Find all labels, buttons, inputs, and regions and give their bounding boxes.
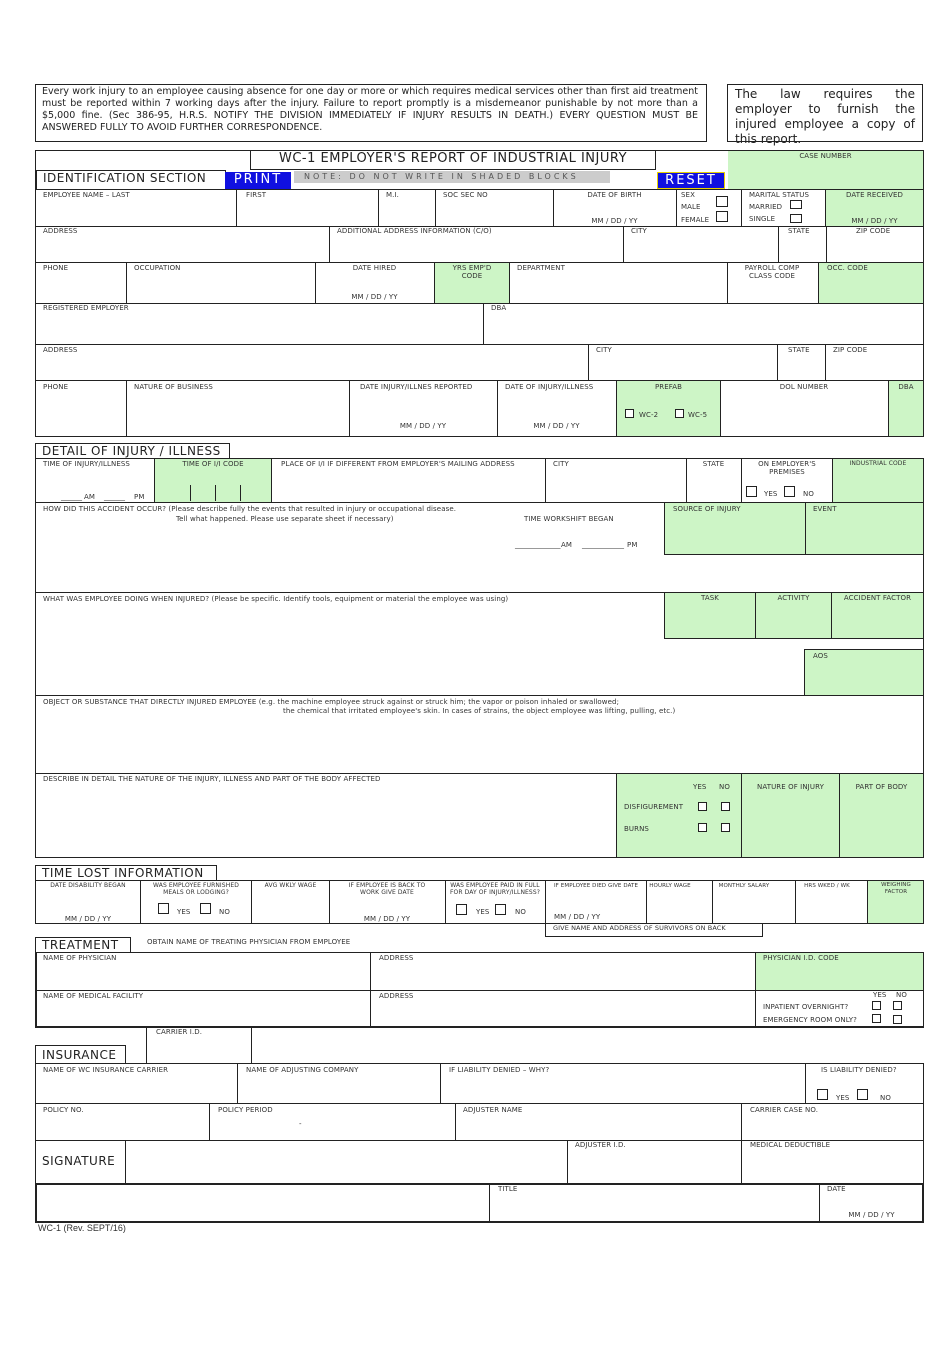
title-label: TITLE <box>498 1185 518 1193</box>
signature-date-format: MM / DD / YY <box>848 1211 895 1219</box>
employee-address-label: ADDRESS <box>43 227 78 235</box>
part-of-body-label: PART OF BODY <box>855 783 908 791</box>
liability-denied-label: IS LIABILITY DENIED? <box>821 1066 897 1074</box>
task-label: TASK <box>701 594 719 602</box>
how-occur-label: HOW DID THIS ACCIDENT OCCUR? (Please describe fully the events that resulted in injury or occupational disease. <box>43 505 457 513</box>
workshift-am-label: AM <box>561 541 573 549</box>
premises-yes-checkbox[interactable] <box>746 486 757 497</box>
injury-am-label: AM <box>84 493 96 501</box>
hourly-wage-label: HOURLY WAGE <box>649 883 691 889</box>
emergency-no-checkbox[interactable] <box>893 1015 902 1024</box>
detail-section-title: DETAIL OF INJURY / ILLNESS <box>35 443 230 459</box>
time-lost-section-title: TIME LOST INFORMATION <box>35 865 217 881</box>
insurance-grid <box>35 1063 924 1141</box>
nature-of-business-label: NATURE OF BUSINESS <box>134 383 213 391</box>
policy-no-label: POLICY NO. <box>43 1106 84 1114</box>
male-checkbox[interactable] <box>716 196 728 207</box>
occ-code-label: OCC. CODE <box>827 264 868 272</box>
aos-label: AOS <box>813 652 828 660</box>
liability-no-checkbox[interactable] <box>857 1089 868 1100</box>
date-reported-label: DATE INJURY/ILLNES REPORTED <box>360 383 473 391</box>
activity-label: ACTIVITY <box>777 594 810 602</box>
adjuster-name-label: ADJUSTER NAME <box>463 1106 523 1114</box>
treatment-section-title: TREATMENT <box>35 937 131 953</box>
date-disability-label: DATE DISABILITY BEGAN <box>50 882 126 889</box>
monthly-salary-label: MONTHLY SALARY <box>718 883 770 889</box>
policy-period-label: POLICY PERIOD <box>218 1106 273 1114</box>
first-name-label: FIRST <box>246 191 267 199</box>
dob-label: DATE OF BIRTH <box>587 191 642 199</box>
date-hired-format: MM / DD / YY <box>351 293 398 301</box>
liability-yes-checkbox[interactable] <box>817 1089 828 1100</box>
emergency-label: EMERGENCY ROOM ONLY? <box>763 1016 857 1024</box>
dba-label: DBA <box>491 304 507 312</box>
date-disability-format: MM / DD / YY <box>64 915 112 923</box>
meals-yes-checkbox[interactable] <box>158 903 169 914</box>
insurance-section-title: INSURANCE <box>35 1045 126 1064</box>
treatment-no-label: NO <box>896 991 907 999</box>
injury-city-label: CITY <box>553 460 569 468</box>
physician-id-label: PHYSICIAN I.D. CODE <box>763 954 839 962</box>
burns-yes-checkbox[interactable] <box>698 823 707 832</box>
wc-carrier-label: NAME OF WC INSURANCE CARRIER <box>43 1066 169 1074</box>
law-notice-text: The law requires the employer to furnish the injured employee a copy of this report. <box>735 87 915 146</box>
wc2-checkbox[interactable] <box>625 409 634 418</box>
physician-address-label: ADDRESS <box>379 954 414 962</box>
back-to-work-label: IF EMPLOYEE IS BACK TO WORK GIVE DATE <box>348 882 426 896</box>
premises-no-label: NO <box>803 490 814 498</box>
dol-number-label: DOL NUMBER <box>779 383 829 391</box>
object-label-2: the chemical that irritated employee's skin. In cases of strains, the object employee was lifting, pulling, etc.) <box>283 707 676 715</box>
notice-text: Every work injury to an employee causing absence for one day or more or which requires medical services other than first aid treatment must be reported within 7 working days after the injury. Failure to report promptly is a misdemeanor punishable by not more than a $5,000 fine. (Sec 386-95, H.R.S. NOTIFY THE DIVISION IMMEDIATELY IF INJURY RESULTS IN DEATH.) EVERY QUESTION MUST BE ANSWERED FULLY TO AVOID FURTHER CORRESPONDENCE. <box>42 86 698 133</box>
accident-factor-label: ACCIDENT FACTOR <box>843 594 912 602</box>
paid-in-full-label: WAS EMPLOYEE PAID IN FULL FOR DAY OF INJURY/ILLNESS? <box>449 882 541 896</box>
meals-no-checkbox[interactable] <box>200 903 211 914</box>
meals-no-label: NO <box>219 908 230 916</box>
time-code-label: TIME OF I/I CODE <box>182 460 244 468</box>
marital-status-label: MARITAL STATUS <box>749 191 810 199</box>
premises-yes-label: YES <box>764 490 778 498</box>
employer-phone-label: PHONE <box>43 383 69 391</box>
no-column-label: NO <box>719 783 730 791</box>
emergency-yes-checkbox[interactable] <box>872 1014 881 1023</box>
wc5-checkbox[interactable] <box>675 409 684 418</box>
single-label: SINGLE <box>749 215 776 223</box>
wc5-label: WC-5 <box>688 411 708 419</box>
employee-zip-label: ZIP CODE <box>856 227 891 235</box>
injury-state-label: STATE <box>702 460 725 468</box>
adjuster-id-label: ADJUSTER I.D. <box>575 1141 626 1149</box>
yes-column-label: YES <box>693 783 707 791</box>
paid-yes-label: YES <box>476 908 490 916</box>
male-label: MALE <box>681 203 701 211</box>
form-title: WC-1 EMPLOYER'S REPORT OF INDUSTRIAL INJURY <box>278 151 628 166</box>
shaded-note: NOTE: DO NOT WRITE IN SHADED BLOCKS <box>294 171 610 183</box>
date-received-label: DATE RECEIVED <box>846 191 903 199</box>
identification-section-title: IDENTIFICATION SECTION <box>36 170 226 190</box>
hours-worked-label: HRS WKED / WK <box>804 883 850 889</box>
inpatient-label: INPATIENT OVERNIGHT? <box>763 1003 849 1011</box>
date-of-injury-label: DATE OF INJURY/ILLNESS <box>505 383 594 391</box>
paid-no-checkbox[interactable] <box>495 904 506 915</box>
department-label: DEPARTMENT <box>517 264 565 272</box>
sex-label: SEX <box>681 191 695 199</box>
signature-section-title: SIGNATURE <box>35 1140 126 1184</box>
case-number-label: CASE NUMBER <box>799 152 852 160</box>
obtain-physician-label: OBTAIN NAME OF TREATING PHYSICIAN FROM EMPLOYEE <box>147 938 351 946</box>
industrial-code-label: INDUSTRIAL CODE <box>849 460 907 467</box>
source-of-injury-label: SOURCE OF INJURY <box>673 505 741 513</box>
workshift-label: TIME WORKSHIFT BEGAN <box>524 515 614 523</box>
employer-zip-label: ZIP CODE <box>833 346 868 354</box>
date-reported-format: MM / DD / YY <box>399 422 447 430</box>
carrier-id-label: CARRIER I.D. <box>156 1028 203 1036</box>
injury-pm-label: PM <box>134 493 145 501</box>
employer-address-label: ADDRESS <box>43 346 78 354</box>
premises-no-checkbox[interactable] <box>784 486 795 497</box>
treatment-yes-label: YES <box>873 991 887 999</box>
how-occur-label-2: Tell what happened. Please use separate sheet if necessary) <box>176 515 394 523</box>
married-label: MARRIED <box>749 203 783 211</box>
date-hired-label: DATE HIRED <box>352 264 397 272</box>
dob-format: MM / DD / YY <box>591 217 638 225</box>
employee-last-name-label: EMPLOYEE NAME – LAST <box>43 191 130 199</box>
dba-code-label: DBA <box>898 383 914 391</box>
payroll-class-label: PAYROLL COMP CLASS CODE <box>744 264 800 280</box>
inpatient-yes-checkbox[interactable] <box>872 1001 881 1010</box>
form-revision: WC-1 (Rev. SEPT/16) <box>38 1223 126 1233</box>
nature-of-injury-label: NATURE OF INJURY <box>757 783 824 791</box>
object-label: OBJECT OR SUBSTANCE THAT DIRECTLY INJURED EMPLOYEE (e.g. the machine employee struck against or struck him; the vapor or poison inhaled or swallowed; <box>43 698 620 706</box>
avg-weekly-wage-label: AVG WKLY WAGE <box>264 882 317 889</box>
liability-no-label: NO <box>880 1094 891 1102</box>
burns-label: BURNS <box>624 825 649 833</box>
disfigurement-no-checkbox[interactable] <box>721 802 730 811</box>
policy-period-dash: - <box>299 1120 302 1128</box>
single-checkbox[interactable] <box>790 214 802 223</box>
liability-yes-label: YES <box>836 1094 850 1102</box>
date-of-injury-format: MM / DD / YY <box>533 422 580 430</box>
signature-grid <box>35 1183 924 1223</box>
print-button[interactable]: PRINT <box>225 172 291 189</box>
premises-label: ON EMPLOYER'S PREMISES <box>758 460 816 476</box>
inpatient-no-checkbox[interactable] <box>893 1001 902 1010</box>
female-label: FEMALE <box>681 216 710 224</box>
survivors-label: GIVE NAME AND ADDRESS OF SURVIVORS ON BACK <box>553 924 726 932</box>
employer-city-label: CITY <box>596 346 612 354</box>
died-date-format: MM / DD / YY <box>554 913 601 921</box>
female-checkbox[interactable] <box>716 211 728 222</box>
occupation-label: OCCUPATION <box>134 264 181 272</box>
facility-address-label: ADDRESS <box>379 992 414 1000</box>
meals-yes-label: YES <box>177 908 191 916</box>
weighing-factor-label: WEIGHING FACTOR <box>881 882 911 895</box>
disfigurement-label: DISFIGUREMENT <box>624 803 684 811</box>
married-checkbox[interactable] <box>790 200 802 209</box>
describe-label: DESCRIBE IN DETAIL THE NATURE OF THE INJURY, ILLNESS AND PART OF THE BODY AFFECTED <box>43 775 381 783</box>
died-date-label: IF EMPLOYEE DIED GIVE DATE <box>553 883 639 889</box>
place-label: PLACE OF I/I IF DIFFERENT FROM EMPLOYER'S MAILING ADDRESS <box>281 460 515 468</box>
time-of-injury-label: TIME OF INJURY/ILLNESS <box>43 460 130 468</box>
middle-initial-label: M.I. <box>386 191 399 199</box>
ssn-label: SOC SEC NO <box>443 191 488 199</box>
adjusting-company-label: NAME OF ADJUSTING COMPANY <box>246 1066 359 1074</box>
reset-button[interactable]: RESET <box>657 172 725 189</box>
date-received-format: MM / DD / YY <box>851 217 898 225</box>
disfigurement-yes-checkbox[interactable] <box>698 802 707 811</box>
paid-no-label: NO <box>515 908 526 916</box>
employee-state-label: STATE <box>788 227 810 235</box>
registered-employer-label: REGISTERED EMPLOYER <box>43 304 129 312</box>
workshift-pm-label: PM <box>627 541 638 549</box>
meals-lodging-label: WAS EMPLOYEE FURNISHED MEALS OR LODGING? <box>153 882 239 896</box>
carrier-case-label: CARRIER CASE NO. <box>750 1106 819 1114</box>
liability-why-label: IF LIABILITY DENIED – WHY? <box>449 1066 550 1074</box>
burns-no-checkbox[interactable] <box>721 823 730 832</box>
prefab-label: PREFAB <box>654 383 683 391</box>
date-label: DATE <box>827 1185 846 1193</box>
yrs-empd-code-label: YRS EMP'D CODE <box>452 264 492 280</box>
additional-address-label: ADDITIONAL ADDRESS INFORMATION (C/O) <box>337 227 492 235</box>
employee-phone-label: PHONE <box>43 264 69 272</box>
medical-deductible-label: MEDICAL DEDUCTIBLE <box>750 1141 831 1149</box>
employee-city-label: CITY <box>631 227 647 235</box>
back-to-work-format: MM / DD / YY <box>363 915 411 923</box>
physician-name-label: NAME OF PHYSICIAN <box>43 954 117 962</box>
employer-state-label: STATE <box>788 346 810 354</box>
medical-facility-label: NAME OF MEDICAL FACILITY <box>43 992 144 1000</box>
doing-label: WHAT WAS EMPLOYEE DOING WHEN INJURED? (Please be specific. Identify tools, equipment or material the employee was using) <box>43 595 509 603</box>
event-label: EVENT <box>813 505 837 513</box>
wc2-label: WC-2 <box>639 411 659 419</box>
paid-yes-checkbox[interactable] <box>456 904 467 915</box>
